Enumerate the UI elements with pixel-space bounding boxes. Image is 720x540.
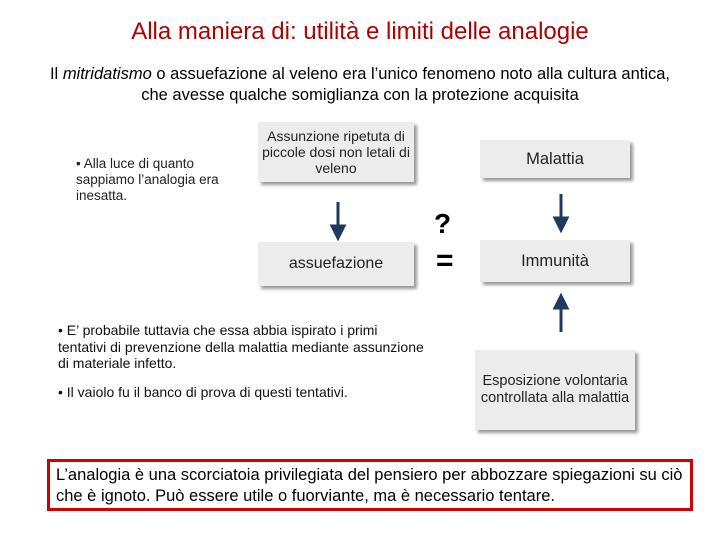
bullet-item: • E’ probabile tuttavia che essa abbia ispirato i primi tentativi di prevenzione della malattia mediante assunzione di materiale infetto. (58, 322, 424, 371)
box-immunita: Immunità (480, 240, 630, 282)
intro-rest: o assuefazione al veleno era l’unico fenomeno noto alla cultura antica, che avesse qualche somiglianza con la protezione acquisita (141, 65, 671, 104)
arrow-up-right (555, 296, 567, 332)
box-malattia: Malattia (480, 140, 630, 178)
slide-title: Alla maniera di: utilità e limiti delle analogie (131, 18, 589, 45)
box-esposizione: Esposizione volontaria controllata alla malattia (475, 350, 635, 430)
equals-sign: = (436, 244, 454, 277)
intro-term: mitridatismo (62, 65, 152, 83)
left-note: • Alla luce di quanto sappiamo l’analogia era inesatta. (76, 156, 219, 203)
intro-prefix: Il (49, 65, 63, 83)
question-mark: ? (434, 208, 452, 239)
bullet-item: • Il vaiolo fu il banco di prova di questi tentativi. (58, 383, 348, 400)
arrow-down-right (555, 194, 567, 230)
arrow-down-left (332, 202, 344, 238)
box-assunzione: Assunzione ripetuta di piccole dosi non letali di veleno (258, 122, 414, 182)
box-assuefazione: assuefazione (258, 242, 414, 286)
bullet-list (58, 322, 428, 412)
conclusion-box: L’analogia è una scorciatoia privilegiata del pensiero per abbozzare spiegazioni su ciò che è ignoto. Può essere utile o fuorviante, ma è necessario tentare. (47, 459, 693, 511)
